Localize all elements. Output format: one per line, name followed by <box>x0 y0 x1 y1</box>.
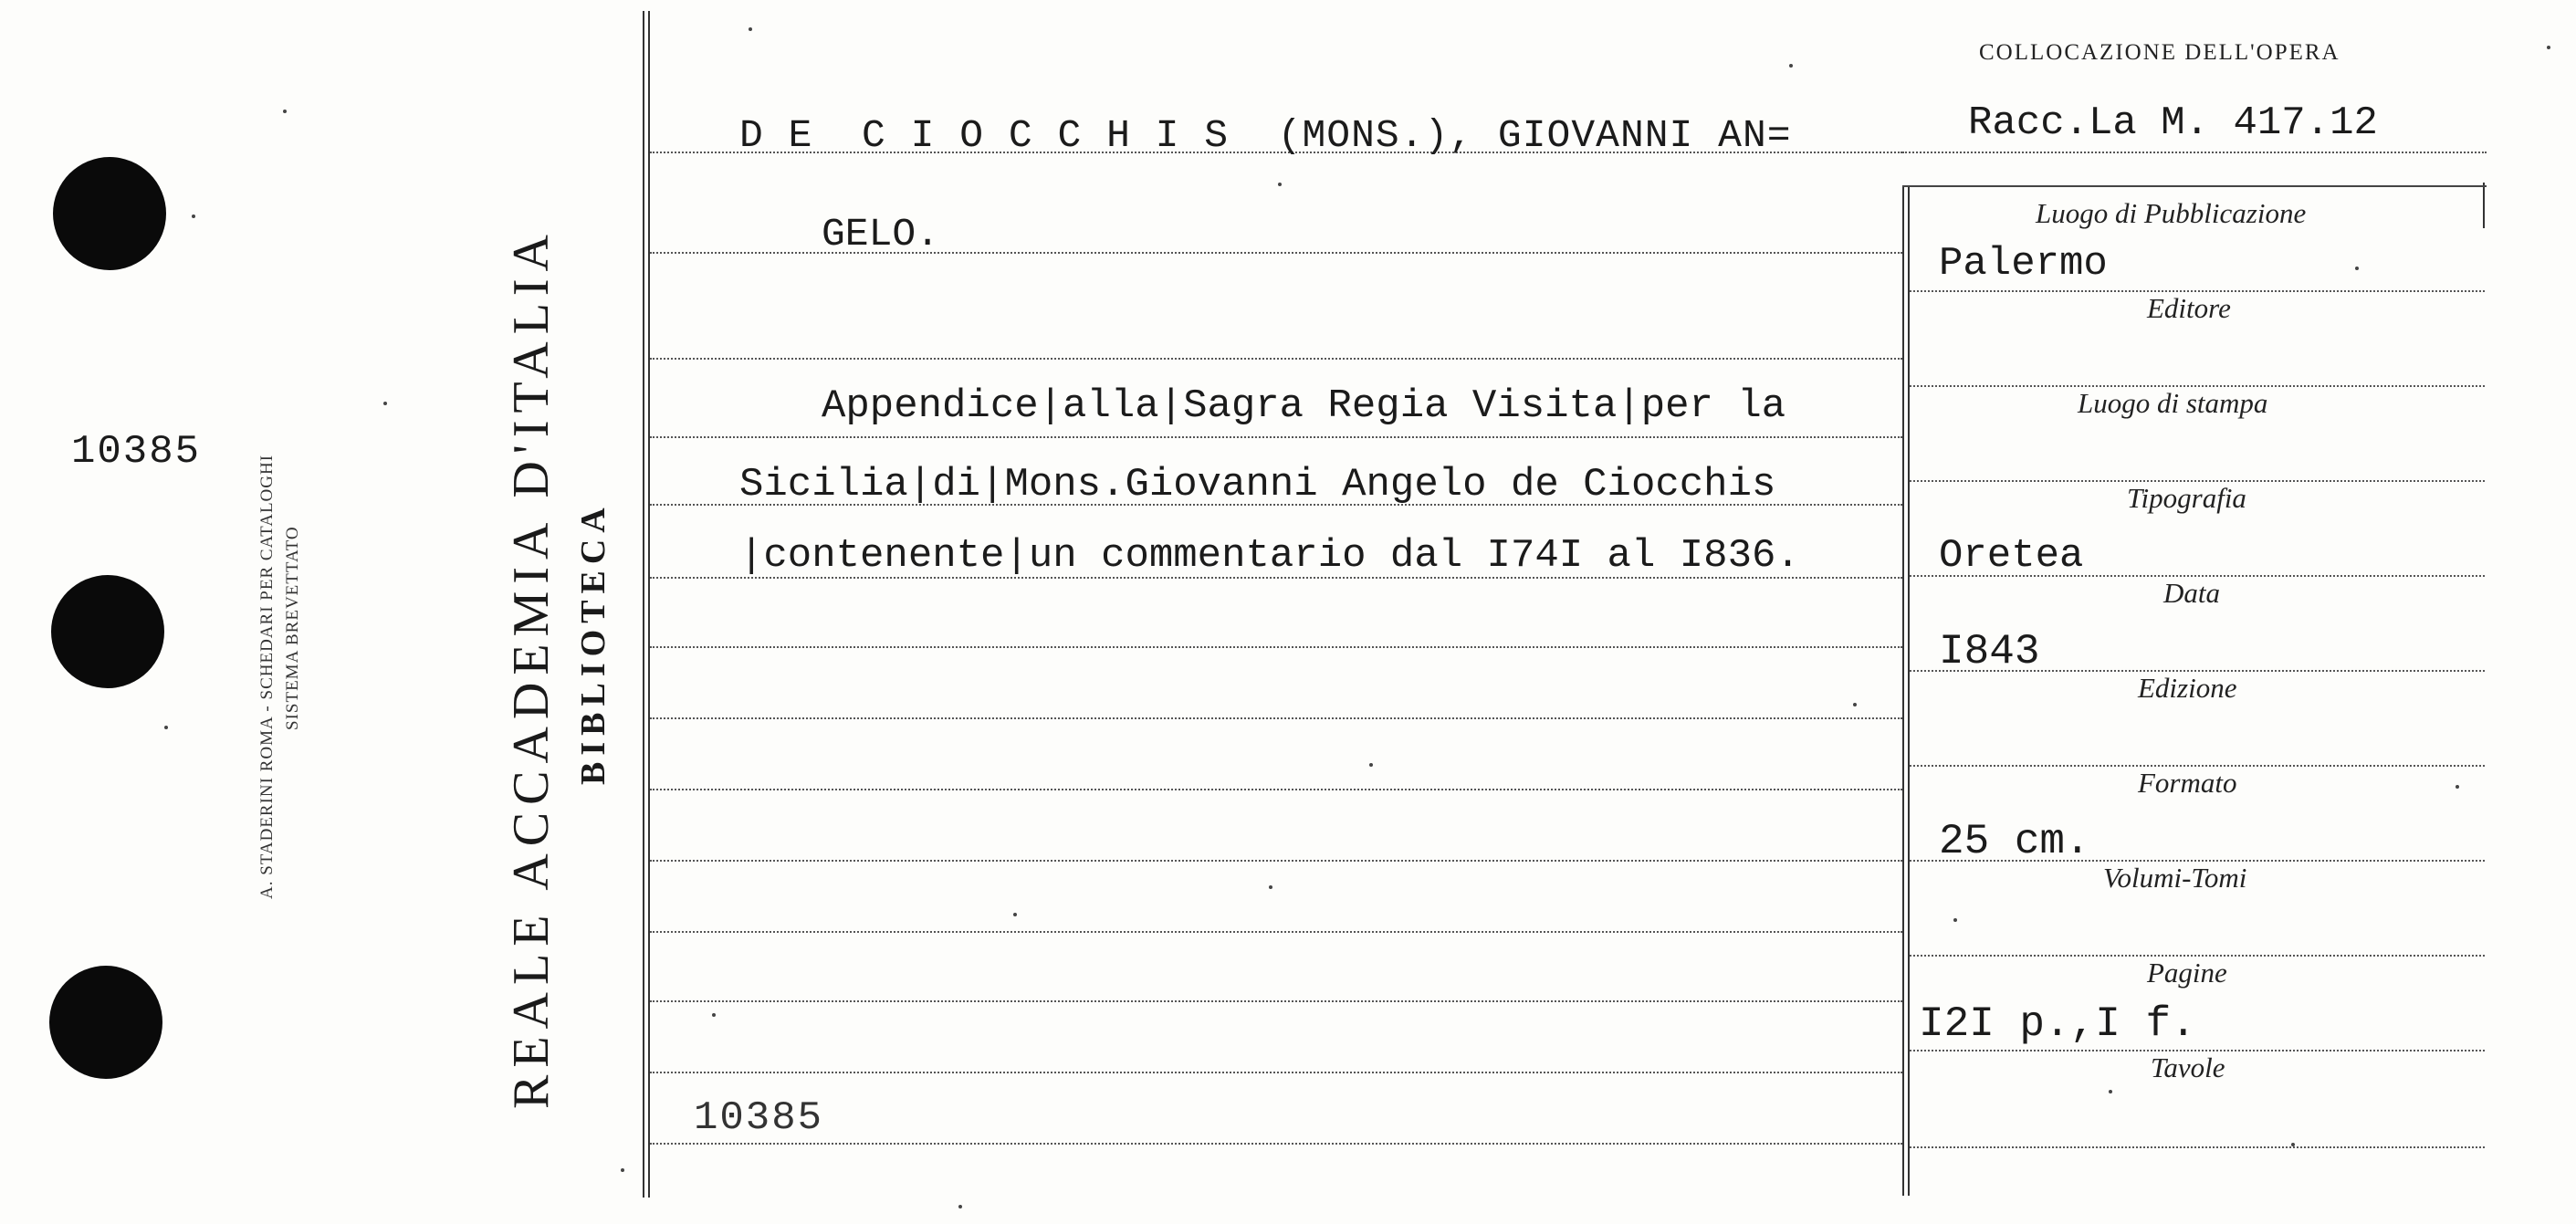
ruled-line <box>650 646 1902 648</box>
field-label-formato: Formato <box>2138 767 2237 799</box>
collocation-line <box>1902 152 2487 153</box>
punch-hole-bottom <box>49 966 162 1079</box>
paper-speck <box>1789 64 1793 68</box>
title-line-1: Appendice|alla|Sagra Regia Visita|per la <box>822 383 1786 429</box>
ruled-line <box>650 789 1902 790</box>
paper-speck <box>1269 885 1272 889</box>
field-label-luogo-stampa: Luogo di stampa <box>2078 387 2268 419</box>
paper-speck <box>383 402 387 405</box>
ruled-line <box>650 931 1902 933</box>
ruled-line <box>650 1072 1902 1073</box>
paper-speck <box>283 110 287 113</box>
field-column-rule <box>1902 187 1904 1196</box>
ruled-line <box>650 1143 1902 1145</box>
ruled-line <box>650 860 1902 862</box>
paper-speck <box>1853 703 1857 706</box>
paper-speck <box>192 214 195 218</box>
ruled-line <box>650 1000 1902 1002</box>
author-line-2: GELO. <box>822 212 940 256</box>
left-margin-rule-inner <box>648 11 650 1198</box>
field-label-editore: Editore <box>2147 292 2231 324</box>
author-line-1: D E C I O C C H I S (MONS.), GIOVANNI AN= <box>739 113 1792 158</box>
ruled-line <box>650 358 1902 360</box>
punch-hole-top <box>53 157 166 270</box>
field-value-tipografia: Oretea <box>1939 533 2084 579</box>
left-margin-rule <box>643 11 644 1198</box>
left-inventory-number: 10385 <box>71 429 202 475</box>
paper-speck <box>2355 267 2359 270</box>
paper-speck <box>2109 1090 2112 1093</box>
field-value-data: I843 <box>1939 628 2040 675</box>
ruled-line <box>650 717 1902 719</box>
right-card-edge <box>2483 183 2485 228</box>
title-line-3: |contenente|un commentario dal I74I al I836. <box>739 533 1800 579</box>
paper-speck <box>2547 46 2550 49</box>
ruled-line <box>650 436 1902 438</box>
paper-speck <box>164 726 168 729</box>
paper-speck <box>1953 918 1957 922</box>
paper-speck <box>1278 183 1282 186</box>
system-imprint: SISTEMA BREVETTATO <box>283 526 302 730</box>
title-line-2: Sicilia|di|Mons.Giovanni Angelo de Ciocchis <box>739 462 1776 507</box>
printer-imprint: A. STADERINI ROMA - SCHEDARI PER CATALOGHI <box>257 454 277 899</box>
field-line <box>1910 1146 2485 1148</box>
library-label: BIBLIOTECA <box>574 501 613 785</box>
paper-speck <box>621 1168 624 1172</box>
paper-speck <box>1013 913 1017 916</box>
field-value-luogo-pubblicazione: Palermo <box>1939 241 2108 287</box>
paper-speck <box>958 1205 962 1208</box>
field-label-data: Data <box>2163 577 2220 609</box>
paper-speck <box>2456 785 2459 789</box>
field-label-volumi: Volumi-Tomi <box>2103 862 2247 894</box>
paper-speck <box>1369 763 1373 767</box>
field-label-luogo-pubblicazione: Luogo di Pubblicazione <box>2036 197 2307 229</box>
field-column-rule-inner <box>1908 187 1910 1196</box>
punch-hole-middle <box>51 575 164 688</box>
paper-speck <box>712 1013 716 1017</box>
field-label-pagine: Pagine <box>2147 957 2227 989</box>
collocation-label: COLLOCAZIONE DELL'OPERA <box>1979 40 2340 65</box>
field-label-tipografia: Tipografia <box>2127 482 2246 514</box>
field-value-pagine: I2I p.,I f. <box>1919 1000 2196 1048</box>
paper-speck <box>2291 1143 2295 1146</box>
bottom-inventory-number: 10385 <box>694 1095 824 1141</box>
field-label-edizione: Edizione <box>2138 672 2237 704</box>
collocation-value: Racc.La M. 417.12 <box>1968 100 2378 146</box>
field-label-tavole: Tavole <box>2151 1051 2225 1083</box>
field-value-formato: 25 cm. <box>1939 818 2090 865</box>
paper-speck <box>749 27 752 31</box>
institution-name: REALE ACCADEMIA D'ITALIA <box>503 227 560 1109</box>
field-box-top <box>1902 185 2487 187</box>
